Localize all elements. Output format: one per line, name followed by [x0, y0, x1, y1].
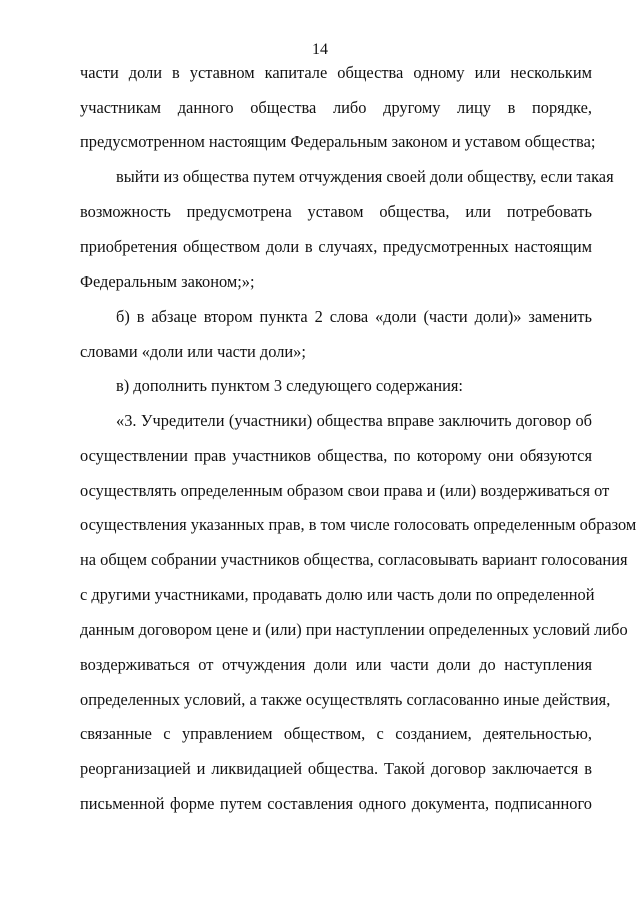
- text-line: реорганизацией и ликвидацией общества. Такой договор заключается в: [80, 759, 592, 778]
- text-line: осуществления указанных прав, в том числе голосовать определенным образом: [80, 515, 637, 534]
- text-line: с другими участниками, продавать долю или часть доли по определенной: [80, 585, 595, 604]
- text-line: б) в абзаце втором пункта 2 слова «доли (части доли)» заменить: [116, 307, 592, 326]
- text-line: приобретения обществом доли в случаях, предусмотренных настоящим: [80, 237, 592, 256]
- text-line: данным договором цене и (или) при наступлении определенных условий либо: [80, 620, 628, 639]
- text-line: Федеральным законом;»;: [80, 272, 255, 291]
- text-line: письменной форме путем составления одного документа, подписанного: [80, 794, 592, 813]
- text-line: предусмотренном настоящим Федеральным законом и уставом общества;: [80, 132, 596, 151]
- text-line: словами «доли или части доли»;: [80, 342, 306, 361]
- text-line: осуществлять определенным образом свои права и (или) воздерживаться от: [80, 481, 610, 500]
- text-line: в) дополнить пунктом 3 следующего содержания:: [116, 376, 463, 395]
- text-line: части доли в уставном капитале общества одному или нескольким: [80, 63, 592, 82]
- text-line: «3. Учредители (участники) общества вправе заключить договор об: [116, 411, 592, 430]
- page-number: 14: [312, 41, 328, 58]
- text-line: определенных условий, а также осуществлять согласованно иные действия,: [80, 690, 611, 709]
- text-line: воздерживаться от отчуждения доли или части доли до наступления: [80, 655, 592, 674]
- text-line: выйти из общества путем отчуждения своей доли обществу, если такая: [116, 167, 614, 186]
- text-line: участникам данного общества либо другому лицу в порядке,: [80, 98, 592, 117]
- text-line: возможность предусмотрена уставом общества, или потребовать: [80, 202, 592, 221]
- text-line: на общем собрании участников общества, согласовывать вариант голосования: [80, 550, 628, 569]
- text-line: осуществлении прав участников общества, по которому они обязуются: [80, 446, 592, 465]
- text-line: связанные с управлением обществом, с созданием, деятельностью,: [80, 724, 592, 743]
